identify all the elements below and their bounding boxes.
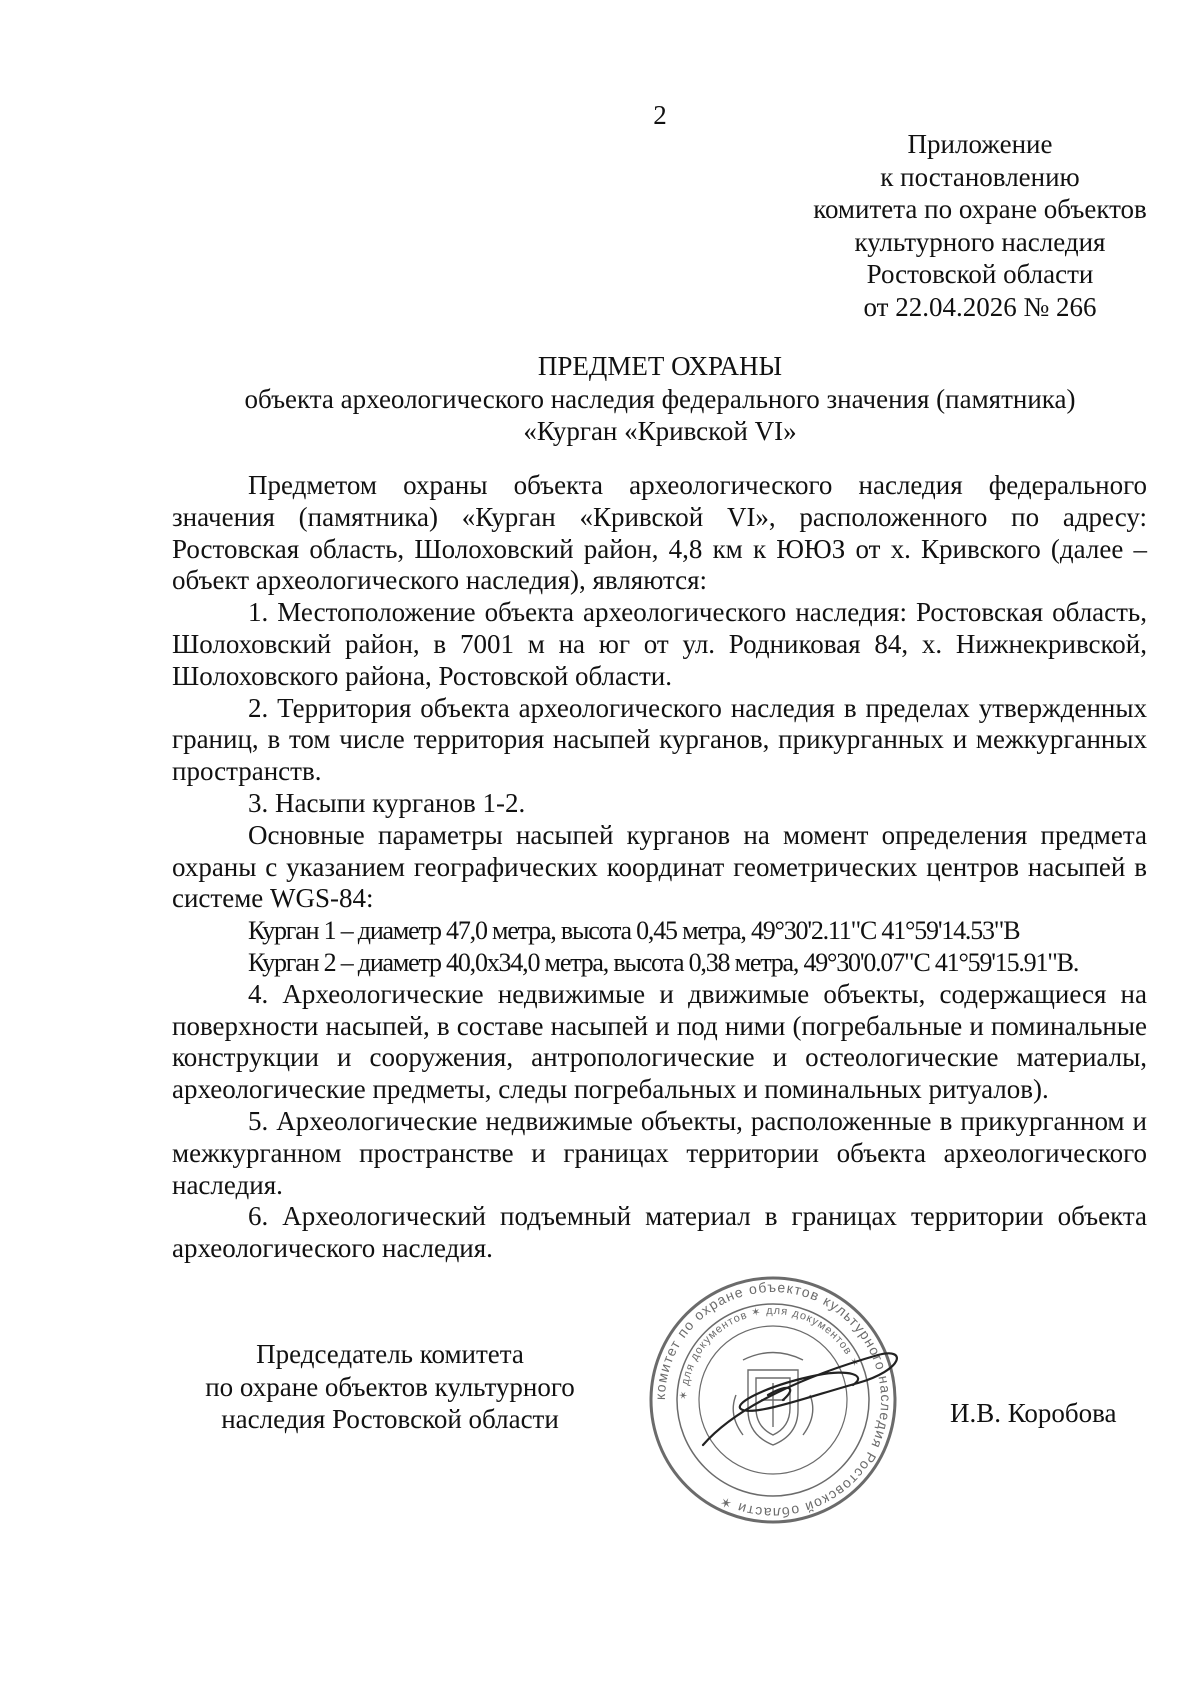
page-number: 2 — [653, 100, 667, 130]
appendix-line: к постановлению — [880, 161, 1080, 192]
svg-text:✶ для документов ✶ для докумен: ✶ для документов ✶ для документов ✶ — [677, 1304, 862, 1401]
document-title: ПРЕДМЕТ ОХРАНЫ — [537, 351, 783, 381]
appendix-line: Ростовской области — [866, 259, 1094, 289]
kurgan-2-params: Курган 2 – диаметр 40,0х34,0 метра, высота 0,38 метра, 49°30'0.07"С 41°59'15.91"В. — [248, 947, 1079, 977]
parameters-paragraph: Основные параметры насыпей курганов на момент определения предмета охраны с указанием географических координат геометрических центров насыпей в системе WGS-84: — [172, 819, 1147, 914]
document-heading — [170, 350, 1150, 448]
object-name: «Курган «Кривской VI» — [523, 416, 797, 446]
signatory-title-line: по охране объектов культурного — [205, 1371, 575, 1402]
appendix-line: комитета по охране объектов — [813, 194, 1147, 224]
signatory-title — [170, 1338, 610, 1436]
signatory-title-line: наследия Ростовской области — [221, 1404, 559, 1434]
document-subtitle: объекта археологического наследия федерального значения (памятника) — [244, 383, 1076, 414]
signature-icon — [703, 1353, 897, 1445]
item-location: 1. Местоположение объекта археологического наследия: Ростовская область, Шолоховский район, в 7001 м на юг от ул. Родниковая 84, х. Нижнекривской, Шолоховского района, Ростовской области. — [172, 597, 1147, 691]
official-seal-stamp — [648, 1275, 898, 1525]
item-territory: 2. Территория объекта археологического наследия в пределах утвержденных границ, в том числе территория насыпей курганов, прикурганных и межкурганных пространств. — [172, 692, 1147, 787]
appendix-line: Приложение — [907, 129, 1053, 159]
appendix-line: культурного наследия — [854, 226, 1106, 257]
item-mounds: 3. Насыпи курганов 1-2. — [248, 787, 526, 818]
appendix-date-number: от 22.04.2026 № 266 — [863, 291, 1097, 322]
intro-paragraph: Предметом охраны объекта археологического наследия федерального значения (памятника) «Курган «Кривской VI», расположенного по адресу: Ростовская область, Шолоховский район, 4,8 км к ЮЮЗ от х. Кривского (далее – объект археологического наследия), являются: — [172, 470, 1147, 596]
document-body — [172, 470, 1147, 1265]
item-archaeological-objects: 4. Археологические недвижимые и движимые объекты, содержащиеся на поверхности насыпей, в составе насыпей и под ними (погребальные и поминальные конструкции и сооружения, антропологические и остеологические материалы, археологические предметы, следы погребальных и поминальных ритуалов). — [172, 978, 1147, 1105]
appendix-header — [760, 128, 1200, 323]
signatory-title-line: Председатель комитета — [256, 1339, 524, 1369]
item-surface-material: 6. Археологический подъемный материал в границах территории объекта археологического наследия. — [172, 1201, 1147, 1264]
item-immovable-objects: 5. Археологические недвижимые объекты, расположенные в прикурганном и межкурганном пространстве и границах территории объекта археологического наследия. — [172, 1105, 1147, 1200]
svg-text:комитет по охране объектов кул: комитет по охране объектов культурного наследия Ростовской области ✶ — [651, 1278, 895, 1522]
kurgan-1-params: Курган 1 – диаметр 47,0 метра, высота 0,45 метра, 49°30'2.11"С 41°59'14.53"В — [248, 916, 1020, 946]
signatory-name: И.В. Коробова — [950, 1398, 1117, 1428]
